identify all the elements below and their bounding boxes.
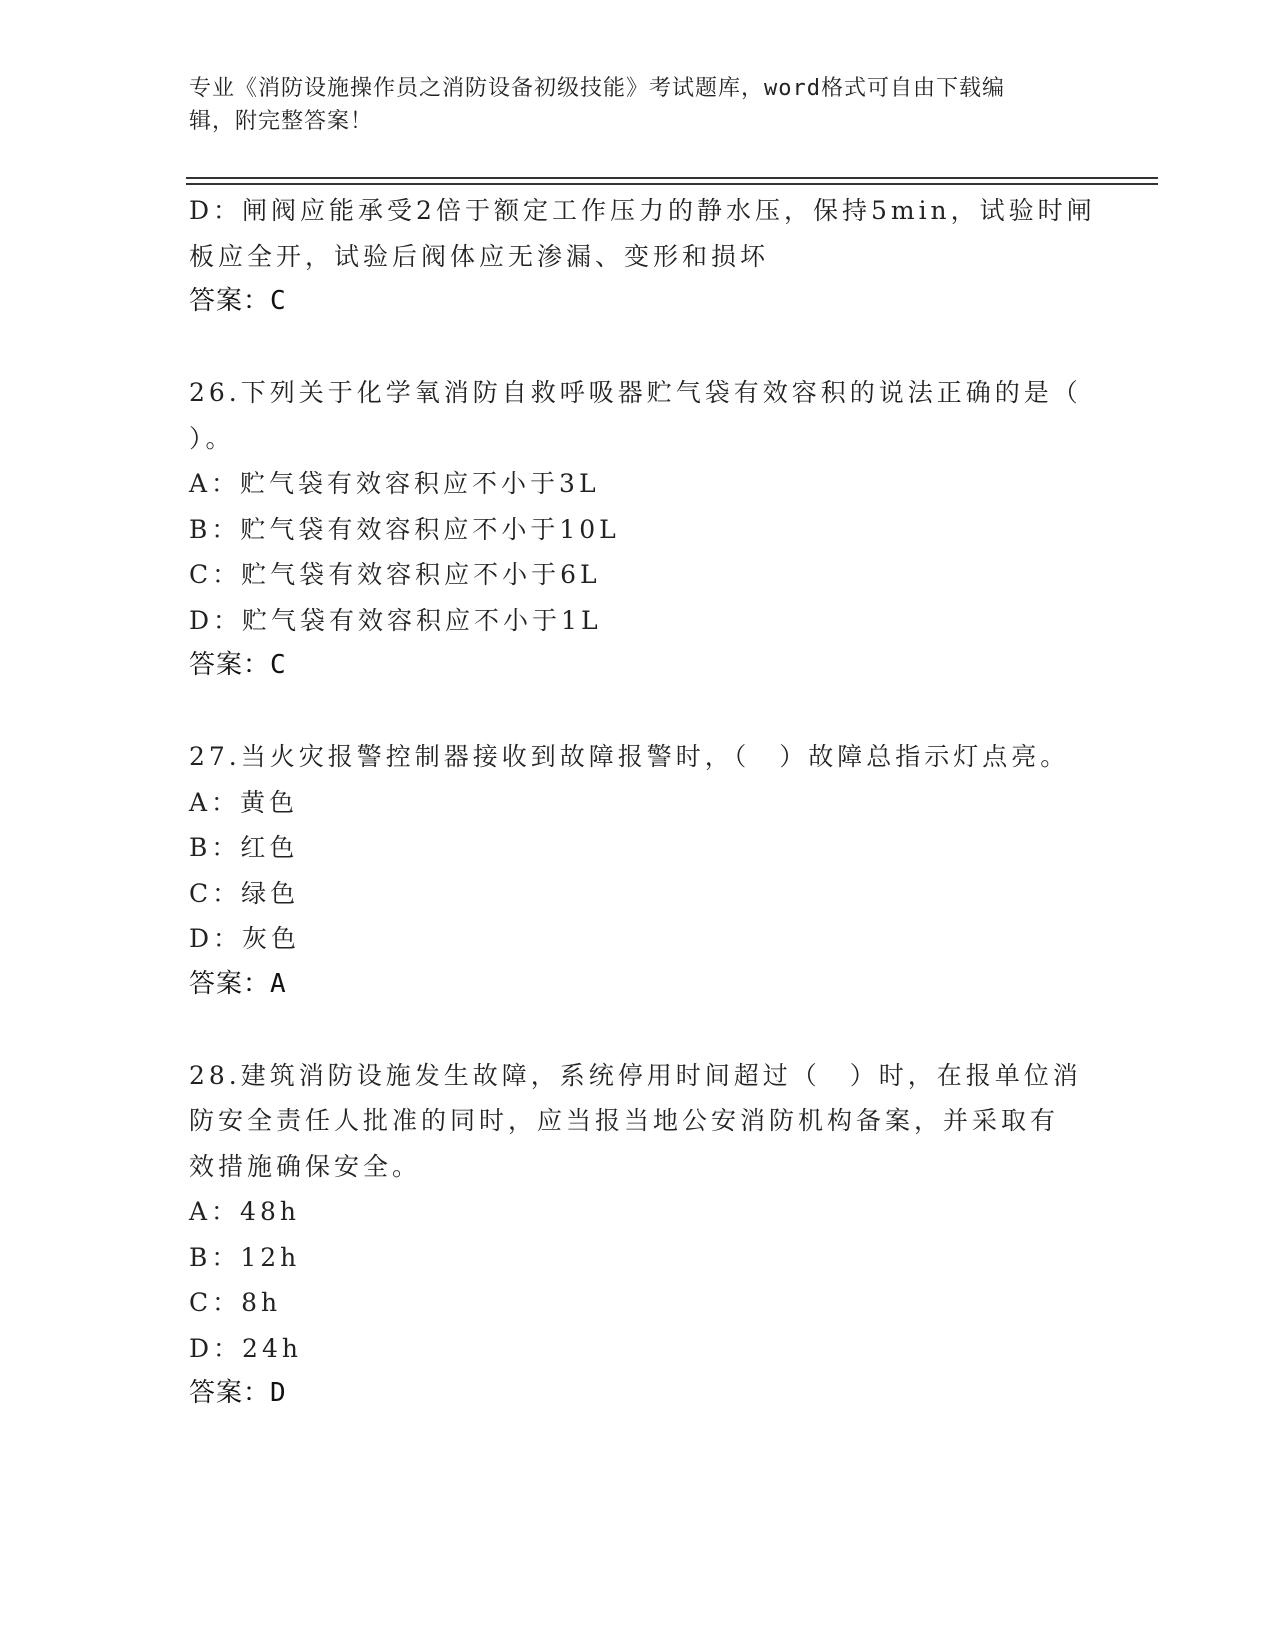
header-rule-bottom [186, 183, 1158, 185]
header-rule-top [186, 177, 1158, 179]
option-b: B：12h [189, 1242, 301, 1272]
option-c: C：绿色 [189, 878, 300, 908]
option-c: C：贮气袋有效容积应不小于6L [189, 560, 601, 589]
previous-question-tail [189, 188, 1096, 325]
question-26 [189, 370, 1089, 689]
question-stem-continued: ）。 [189, 423, 235, 453]
question-stem: 27.当火灾报警控制器接收到故障报警时，（ ）故障总指示灯点亮。 [189, 742, 1070, 771]
option-d: D：贮气袋有效容积应不小于1L [189, 605, 602, 635]
option-a: A：黄色 [189, 787, 299, 817]
question-27 [189, 734, 1089, 1007]
option-d: D：灰色 [189, 924, 301, 953]
question-stem: 28.建筑消防设施发生故障，系统停用时间超过（ ）时，在报单位消 [189, 1060, 1082, 1090]
spacer [189, 1007, 1089, 1053]
option-c: C：8h [189, 1288, 282, 1317]
document-header [189, 72, 1089, 138]
question-stem-continued: 防安全责任人批准的同时，应当报当地公安消防机构备案，并采取有 [189, 1106, 1060, 1135]
header-line-2: 辑，附完整答案！ [189, 109, 374, 134]
option-b: B：贮气袋有效容积应不小于10L [189, 514, 620, 544]
document-body [189, 188, 1096, 1417]
option-d-continued: 板应全开，试验后阀体应无渗漏、变形和损坏 [189, 241, 770, 271]
spacer [189, 689, 1089, 735]
spacer [189, 325, 1089, 371]
header-line-1: 专业《消防设施操作员之消防设备初级技能》考试题库，word格式可自由下载编 [189, 76, 1005, 101]
answer: 答案：A [189, 968, 287, 999]
question-28 [189, 1053, 1089, 1417]
option-a: A：贮气袋有效容积应不小于3L [189, 469, 600, 498]
question-stem-continued: 效措施确保安全。 [189, 1151, 422, 1181]
option-a: A：48h [189, 1197, 300, 1226]
question-stem: 26.下列关于化学氧消防自救呼吸器贮气袋有效容积的说法正确的是（ [189, 378, 1082, 407]
option-b: B：红色 [189, 833, 299, 862]
answer: 答案：C [189, 650, 287, 680]
option-d: D：闸阀应能承受2倍于额定工作压力的静水压，保持5min，试验时闸 [189, 196, 1096, 225]
answer: 答案：C [189, 286, 287, 316]
answer: 答案：D [189, 1378, 287, 1408]
option-d: D：24h [189, 1333, 302, 1363]
